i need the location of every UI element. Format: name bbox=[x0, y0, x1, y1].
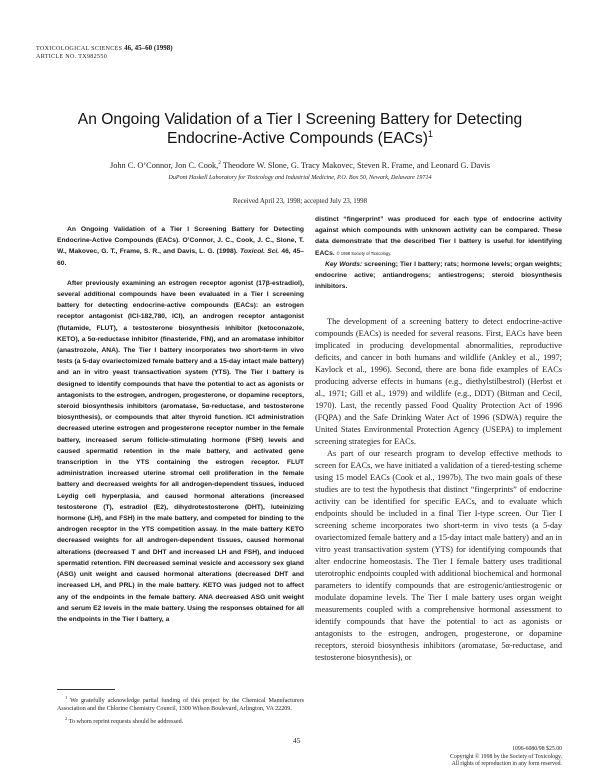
footnotes bbox=[57, 694, 304, 727]
authors-part-2: Theodore W. Slone, G. Tracy Makovec, Steven R. Frame, and Leonard G. Davis bbox=[220, 160, 490, 170]
affiliation: DuPont Haskell Laboratory for Toxicology and Industrial Medicine, P.O. Box 50, Newark, Delaware 19714 bbox=[168, 175, 432, 181]
footnote-1-text: We gratefully acknowledge partial funding of this project by the Chemical Manufacturers Association and the Chlorine Chemistry Council, 1300 Wilson Boulevard, Arlington, VA 22209. bbox=[57, 698, 304, 713]
copyright-notice bbox=[400, 746, 562, 769]
introduction-text bbox=[315, 316, 562, 664]
copyright-line: Copyright © 1998 by the Society of Toxicology. bbox=[449, 753, 562, 760]
intro-paragraph-1: The development of a screening battery to detect endocrine-active compounds (EACs) is needed for several reasons. First, EACs have been implicated in producing developmental abnormalities, reproductive deficits, and cancer in both humans and wildlife (Ankley et al., 1997; Kavlock et al., 1996). Second, there are bona fide examples of EACs producing adverse effects in humans (e.g., diethylstilbestrol) (Herbst et al., 1971; Gill et al., 1979) and wildlife (e.g., DDT) (Bitman and Cecil, 1970). Last, the recently passed Food Quality Protection Act of 1996 (FQPA) and the Safe Drinking Water Act of 1996 (SDWA) require the United States Environmental Protection Agency (USEPA) to implement screening strategies for EACs. bbox=[315, 317, 562, 446]
journal-name: TOXICOLOGICAL SCIENCES bbox=[36, 46, 123, 52]
right-column-abstract-end bbox=[315, 214, 562, 292]
article-title bbox=[40, 110, 560, 148]
article-label: ARTICLE NO. bbox=[36, 54, 77, 60]
citation-end: 46, 45–60. bbox=[57, 248, 305, 267]
article-number-line bbox=[36, 53, 107, 61]
rights-line: All rights of reproduction in any form reserved. bbox=[451, 761, 562, 768]
keywords-label: Key Words: bbox=[325, 260, 363, 268]
footnote-divider bbox=[57, 689, 115, 690]
abstract-body: After previously examining an estrogen receptor agonist (17β-estradiol), several additional compounds have been evaluated in a Tier I screening battery for detecting endocrine-active compounds (EACs): an estrogen receptor antagonist (ICI-182,780, ICI), an androgen receptor antagonist (flutamide, FLUT), a testosterone biosynthesis inhibitor (ketoconazole, KETO), a 5α-reductase inhibitor (finasteride, FIN), and an aromatase inhibitor (anastrozole, ANA). The Tier I battery incorporates two short-term in vivo tests (a 5-day ovariectomized female battery and a 15-day intact male battery) and an in vitro yeast transactivation system (YTS). The Tier I battery is designed to identify compounds that have the potential to act as agonists or antagonists to the estrogen, androgen, progesterone, or dopamine receptors, steroid biosynthesis inhibitors (aromatase, 5α-reductase, and testosterone biosynthesis), or compounds that alter thyroid function. ICI administration decreased uterine estrogen and progesterone receptor number in the female battery, increased serum follicle-stimulating hormone (FSH) levels and caused spermatid retention in the male battery, and activated gene transcription in the YTS containing the estrogen receptor. FLUT administration increased uterine stromal cell proliferation in the female battery and decreased weights for all androgen-dependent tissues, induced Leydig cell hyperplasia, and caused hormonal alterations (increased testosterone (T), estradiol (E2), dihydrotestosterone (DHT), luteinizing hormone (LH), and FSH) in the male battery, and competed for binding to the androgen receptor in the YTS competition assay. In the male battery KETO decreased weights for all androgen-dependent tissues, caused hormonal alterations (decreased T and DHT and increased LH and FSH), and induced spermatid retention. FIN decreased seminal vesicle and accessory sex gland (ASG) unit weight and caused hormonal alterations (decreased DHT and increased LH, and PRL) in the male battery. KETO was judged not to affect any of the endpoints in the female battery. ANA decreased ASG unit weight and serum E2 levels in the male battery. Using the responses obtained for all the endpoints in the Tier I battery, a bbox=[57, 279, 304, 623]
intro-paragraph-2: As part of our research program to develop effective methods to screen for EACs, we have initiated a validation of a tiered-testing scheme using 15 model EACs (Cook et al., 1997b). The two main goals of these studies are to test the hypothesis that distinct “fingerprints” of endocrine activity can be identified for specific EACs, and to evaluate which endpoints should be included in a final Tier I-type screen. Our Tier I screening scheme incorporates two short-term in vivo tests (a 5-day ovariectomized female battery and a 15-day intact male battery) and an in vitro yeast transactivation system (YTS) for identifying compounds that alter endocrine homeostasis. The Tier I female battery uses traditional uterotrophic endpoints coupled with additional biochemical and hormonal parameters to identify compounds that are estrogenic/antiestrogenic or modulate dopamine levels. The Tier I male battery uses organ weight measurements coupled with a comprehensive hormonal assessment to identify compounds that have the potential to act as agonists or antagonists to the estrogen, androgen, progesterone, or dopamine receptors, steroid biosynthesis inhibitors (aromatase, 5α-reductase, and testosterone biosynthesis), or bbox=[315, 449, 562, 662]
abstract-citation-text: An Ongoing Validation of a Tier I Screening Battery for Detecting Endocrine-Active Compounds (EACs). O’Connor, J. C., Cook, J. C., Slone, T. W., Makovec, G. T., Frame, S. R., and Davis, L. G. (1998). bbox=[57, 226, 304, 256]
page-number: 45 bbox=[293, 736, 301, 745]
journal-header-line bbox=[36, 44, 173, 53]
title-line-1: An Ongoing Validation of a Tier I Screening Battery for Detecting bbox=[77, 111, 523, 128]
issn-price: 1096-6080/98 $25.00 bbox=[512, 746, 562, 752]
footnote-1-mark: 1 bbox=[65, 695, 68, 700]
footnote-2-mark: 2 bbox=[65, 715, 68, 721]
keywords-text: screening; Tier I battery; rats; hormone levels; organ weights; endocrine active; antiandrogens; antiestrogens; steroid biosynthesis inhibitors. bbox=[315, 260, 562, 291]
footnote-2 bbox=[57, 715, 304, 726]
keywords bbox=[315, 259, 562, 293]
left-column bbox=[57, 224, 304, 625]
authors-part-1: John C. O’Connor, Jon C. Cook, bbox=[110, 160, 219, 170]
footnote-1 bbox=[57, 694, 304, 714]
article-number: TX982550 bbox=[78, 54, 108, 60]
abstract-copyright: © 1998 Society of Toxicology. bbox=[336, 250, 392, 256]
author-list bbox=[40, 158, 560, 171]
title-footnote-mark: 1 bbox=[427, 128, 433, 139]
received-dates: Received April 23, 1998; accepted July 23, 1998 bbox=[232, 198, 368, 205]
author-footnote-mark: 2 bbox=[218, 160, 221, 166]
abstract-continuation bbox=[315, 214, 562, 259]
abstract-citation bbox=[57, 224, 304, 269]
footnote-2-text: To whom reprint requests should be addressed. bbox=[67, 718, 184, 725]
journal-abbrev: Toxicol. Sci. bbox=[240, 248, 280, 256]
title-line-2: Endocrine-Active Compounds (EACs) bbox=[167, 130, 428, 147]
abstract-continuation-text: distinct “fingerprint” was produced for each type of endocrine activity against which compounds with unknown activity can be compared. These data demonstrate that the described Tier I battery is useful for identifying EACs. bbox=[315, 216, 562, 257]
volume-pages: 46, 45–60 (1998) bbox=[124, 44, 173, 52]
